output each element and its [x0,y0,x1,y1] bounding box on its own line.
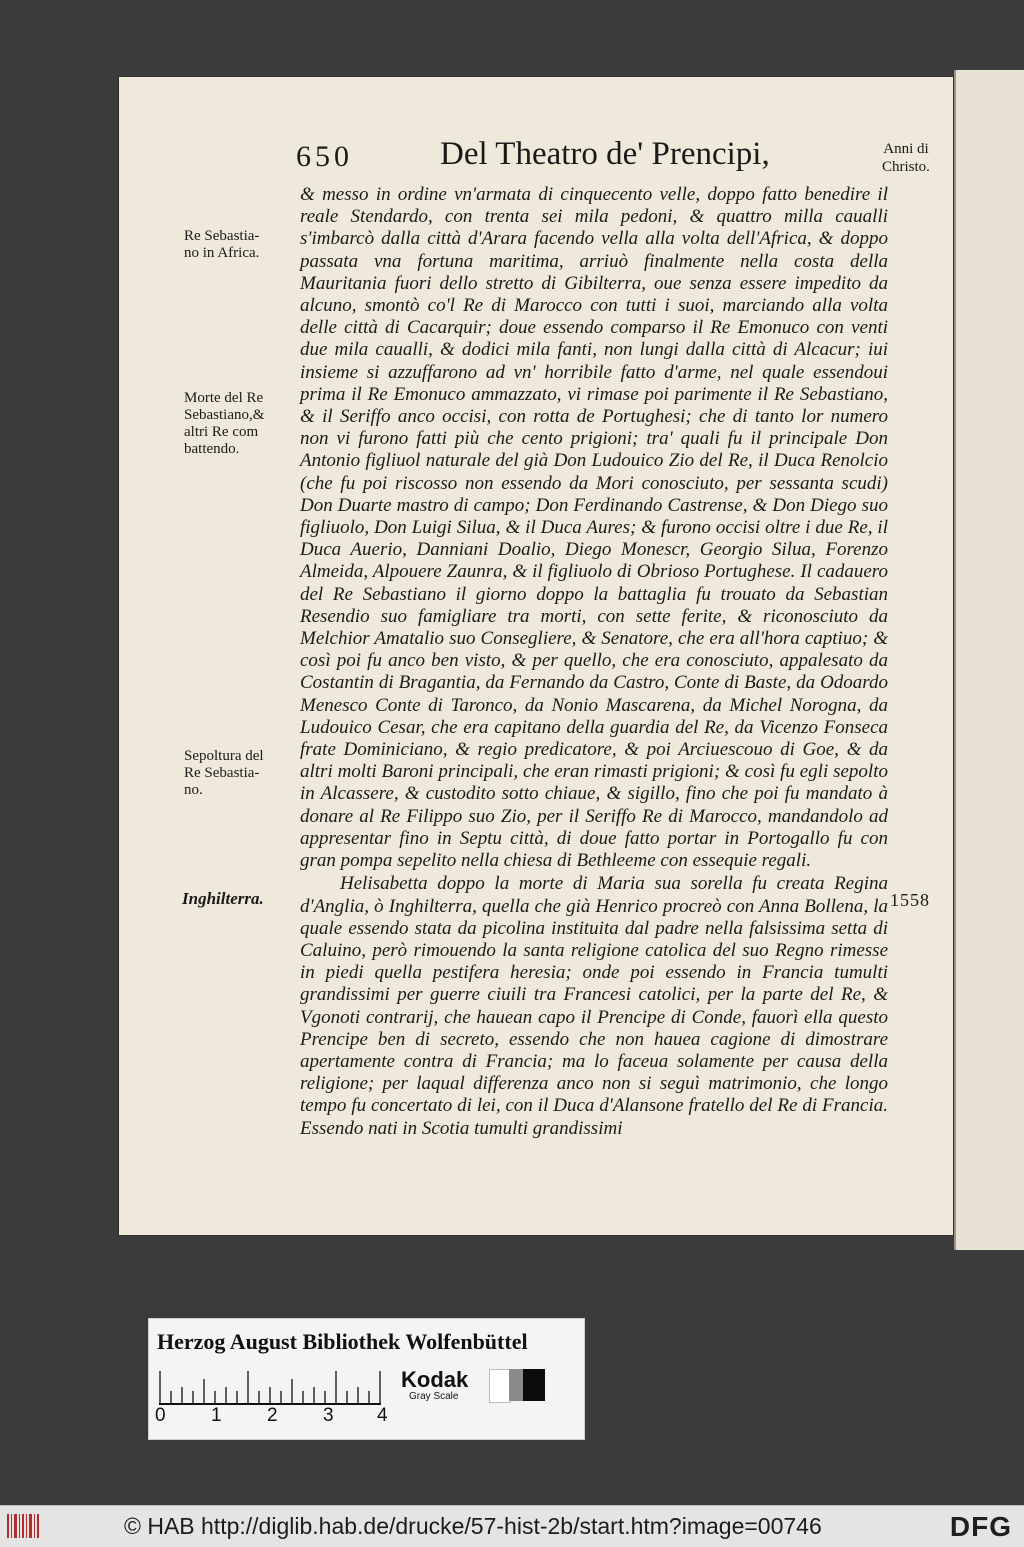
scale-number: 2 [267,1405,278,1426]
gray-patch-mid [509,1369,523,1401]
kodak-logo: Kodak [401,1367,469,1392]
gray-patch-white [489,1369,511,1403]
anni-line-2: Christo. [882,159,930,175]
margin-year: 1558 [890,890,930,910]
dfg-logo: DFG [949,1511,1012,1542]
gray-scale-label: Gray Scale [409,1391,459,1402]
source-url[interactable]: © HAB http://diglib.hab.de/drucke/57-hist-2b/start.htm?image=00746 [124,1513,822,1539]
anni-line-1: Anni di [883,141,929,157]
margin-note: Re Sebastia- no in Africa. [184,228,260,261]
scale-number: 4 [377,1405,388,1426]
scale-number: 3 [323,1405,334,1426]
page-number: 650 [296,140,353,173]
scale-ruler [159,1369,381,1405]
anni-di-christo-label [882,140,930,176]
color-target-card [148,1318,585,1440]
scale-number: 1 [211,1405,222,1426]
margin-note: Sepoltura del Re Sebastia- no. [184,748,264,798]
body-text [300,184,888,1140]
library-name: Herzog August Bibliothek Wolfenbüttel [157,1329,528,1354]
margin-heading: Inghilterra. [182,889,264,908]
scale-number: 0 [155,1405,166,1426]
facing-page-edge [954,70,1024,1250]
paragraph: Helisabetta doppo la morte di Maria sua sorella fu creata Regina d'Anglia, ò Inghilterra, quella che già Henrico procreò con Anna Bollena, la quale essendo stata da picolina instituita dal padre nella falsissima setta di Caluino, però rimouendo la santa religione catolica del suo Regno rimesse in piedi quella pestifera heresia; onde poi essendo in Francia tumulti grandissimi per guerre ciuili tra Francesi catolici, per la parte del Re, & Vgonoti contrarij, che hauean capo il Prencipe di Conde, fauorì ella questo Prencipe ben di secreto, essendo che non hauea cagione di dimostrare apertamente contra di Francia; ma lo faceua solamente per causa della religione; per laqual differenza anco non si seguì matrimonio, che longo tempo fu concertato di lei, con il Duca d'Alansone fratello del Re di Francia. Essendo nati in Scotia tumulti grandissimi [300,873,888,1139]
gray-patch-black [523,1369,545,1401]
running-title: Del Theatro de' Prencipi, [440,136,770,172]
paragraph: & messo in ordine vn'armata di cinquecento velle, doppo fatto benedire il reale Stendardo, con trenta sei mila pedoni, & quattro milla caualli s'imbarcò dalla città d'Arara facendo vella alla volta dell'Africa, & doppo passata vna fortuna maritima, arriuò finalmente nella costa della Mauritania fuori dello stretto di Gibilterra, oue senza essere impedito da alcuno, smontò co'l Re di Marocco con tutti i suoi, marciando alla volta delle città di Cacarquir; doue essendo comparso il Re Emonuco con venti due mila caualli, & dodici mila fanti, non lungi dalla città di Alcacur; iui insieme si azzuffarono ad vn' horribile fatto d'arme, nel quale essendoui prima il Re Emonuco ammazzato, vi rimase poi parimente il Re Sebastiano, & il Seriffo anco occisi, con rotta de Portughesi; che di tanto lor numero non vi furono fatti più che cento prigioni; tra' quali fu il principale Don Antonio figliuol naturale del già Don Ludouico Zio del Re, il Duca Renolcio (che fu poi riscosso non essendo da Mori conosciuto, per sessanta scudi) Don Duarte mastro di campo; Don Ferdinando Castrense, & Don Diego suo figliuolo, Don Luigi Silua, & il Duca Aures; & furono occisi oltre i due Re, il Duca Auerio, Danniani Doalio, Diego Monescr, Georgio Silua, Forenzo Almeida, Alpouere Zaunra, & il figliuolo di Obrioso Portughese. Il cadauero del Re Sebastiano il giorno doppo la battaglia fu trouato da Sebastian Resendio suo famigliare tra morti, con sette ferite, & riconosciuto da Melchior Amatalio suo Consegliere, & Senatore, che era all'hora captiuo; & così poi fu anco ben visto, & per quello, che era conosciuto, appalesato da Costantin di Bragantia, da Fernando da Castro, Conte di Baste, da Odoardo Menesco Conte di Taronco, da Nonio Mascarena, da Michel Norogna, da Ludouico Cesar, che era capitano della guardia del Re, da Vicenzo Fonseca frate Dominiciano, & regio predicatore, & poi Arciuescouo di Goe, & da altri molti Baroni principali, che eran rimasti prigioni; & così fu egli sepolto in Alcassere, & custodito sotto chiaue, & sigillo, fino che poi fu mandato à donare al Re Filippo suo Zio, per il Seriffo Re di Marocco, mandandolo ad appresentar fino in Septu città, di doue fatto portar in Portogallo fu con gran pompa sepelito nella chiesa di Bethleeme con essequie regali. [300,184,888,872]
margin-note: Morte del Re Sebastiano,& altri Re com battendo. [184,390,265,457]
barcode-icon [6,1512,42,1540]
footer-bar [0,1505,1024,1547]
